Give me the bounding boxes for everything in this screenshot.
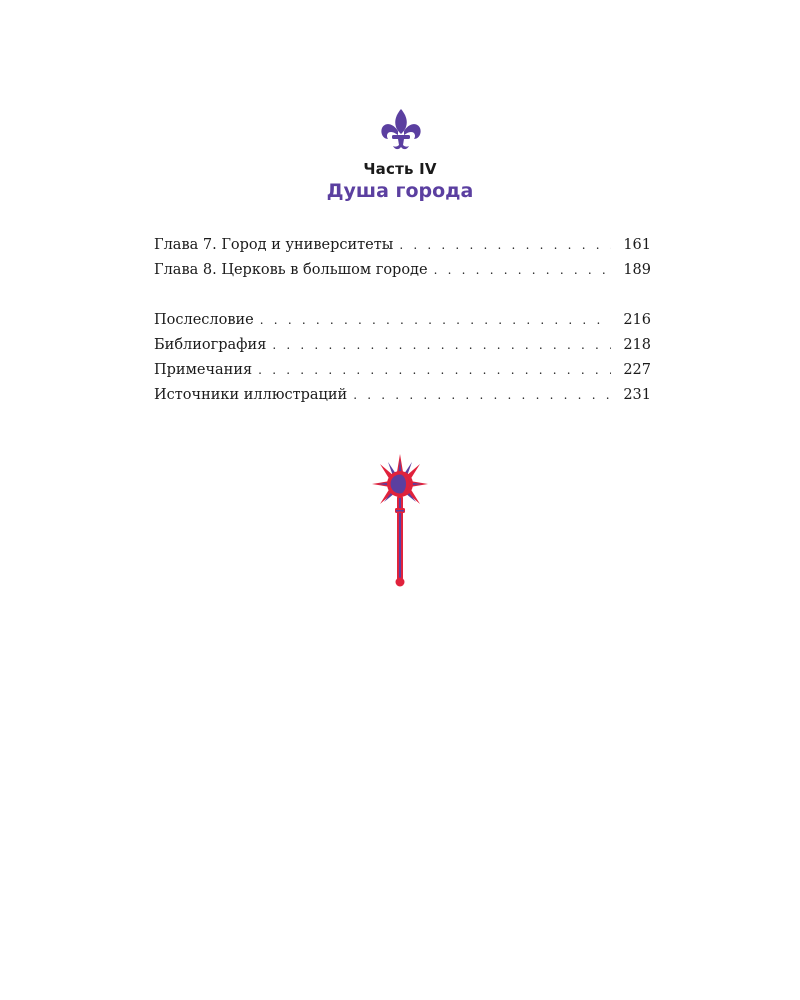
toc-entry-title: Примечания xyxy=(154,362,253,378)
toc-entry[interactable] xyxy=(154,233,651,258)
toc-entry[interactable] xyxy=(154,308,651,333)
toc-leader-dots xyxy=(272,333,611,358)
toc-entry-page: 227 xyxy=(623,362,651,378)
toc-entry-title: Глава 7. Город и университеты xyxy=(154,237,394,253)
toc-leader-dots xyxy=(399,233,611,258)
toc-entry-page: 189 xyxy=(623,262,651,278)
toc-entry-title: Библиография xyxy=(154,337,267,353)
toc-entry[interactable] xyxy=(154,358,651,383)
toc-entry[interactable] xyxy=(154,258,651,283)
toc-leader-dots xyxy=(353,383,611,408)
toc-leader-dots xyxy=(258,358,611,383)
table-of-contents xyxy=(154,233,651,408)
toc-entry-title: Глава 8. Церковь в большом городе xyxy=(154,262,428,278)
toc-entry-page: 161 xyxy=(623,237,651,253)
fleur-de-lis-icon xyxy=(379,107,423,151)
part-title: Душа города xyxy=(326,180,474,202)
mace-icon xyxy=(370,452,430,588)
toc-entry[interactable] xyxy=(154,333,651,358)
toc-entry-page: 231 xyxy=(623,387,651,403)
toc-entry-title: Источники иллюстраций xyxy=(154,387,348,403)
toc-entry-page: 216 xyxy=(623,312,651,328)
toc-leader-dots xyxy=(434,258,611,283)
toc-entry-title: Послесловие xyxy=(154,312,254,328)
toc-entry[interactable] xyxy=(154,383,651,408)
toc-entry-page: 218 xyxy=(623,337,651,353)
toc-leader-dots xyxy=(260,308,611,333)
part-label: Часть IV xyxy=(363,160,437,178)
